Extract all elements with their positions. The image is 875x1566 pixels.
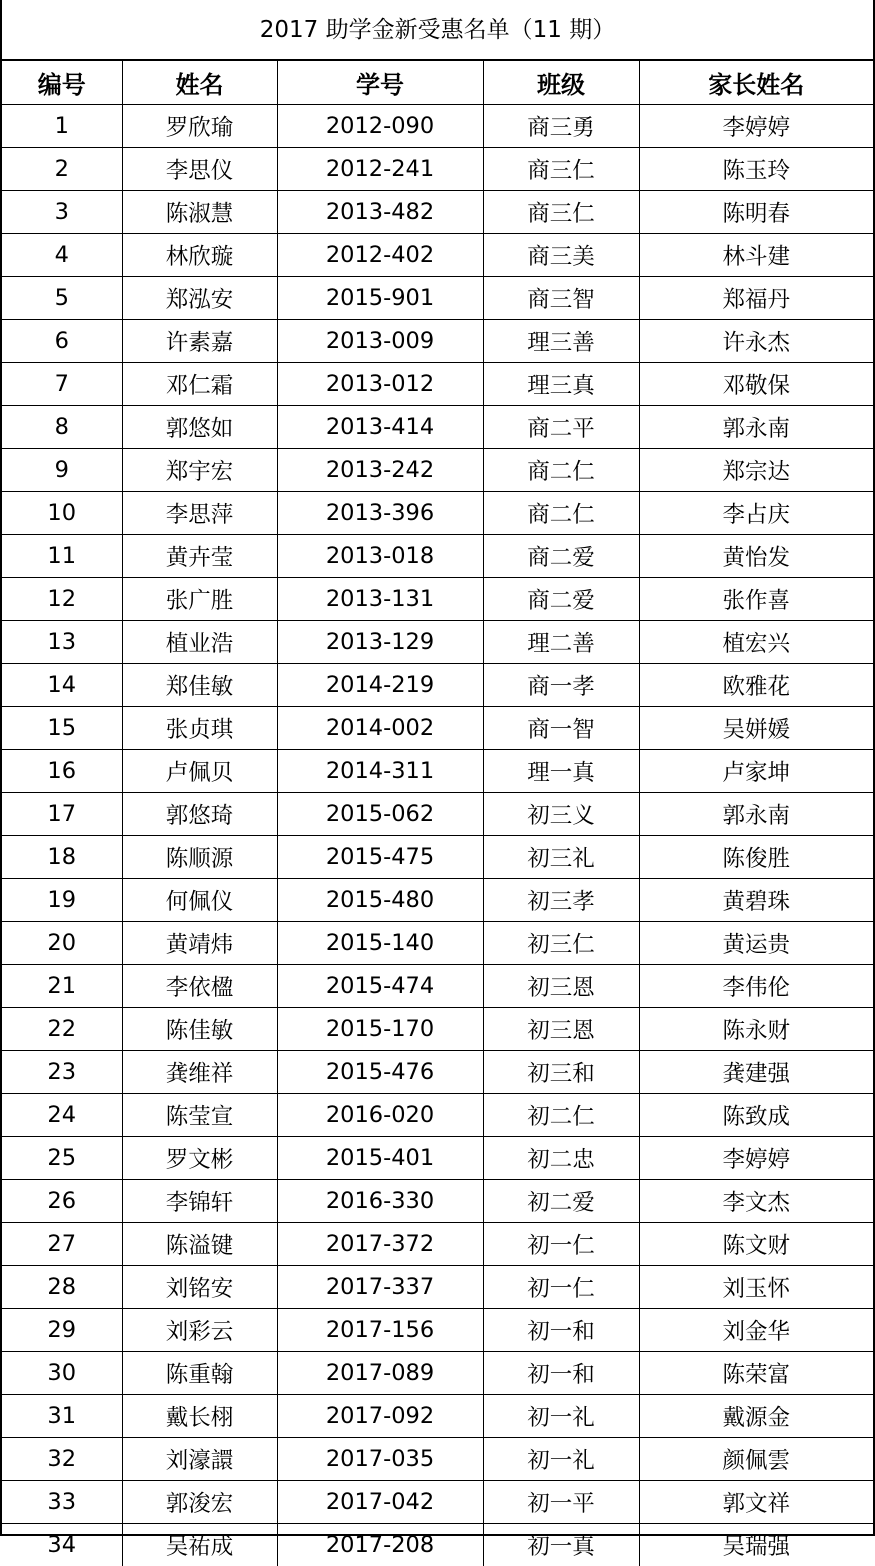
list-title: 2017 助学金新受惠名单（11 期）: [2, 0, 873, 61]
table-row: [2, 1094, 873, 1137]
cell-number: 25: [2, 1137, 122, 1180]
cell-student-id: 2017-089: [277, 1352, 483, 1395]
cell-class: 商三仁: [483, 191, 639, 234]
cell-parent-name: 郑宗达: [639, 449, 873, 492]
table-row: [2, 1309, 873, 1352]
cell-parent-name: 戴源金: [639, 1395, 873, 1438]
cell-number: 30: [2, 1352, 122, 1395]
cell-student-id: 2013-414: [277, 406, 483, 449]
cell-class: 理一真: [483, 750, 639, 793]
cell-parent-name: 欧雅花: [639, 664, 873, 707]
cell-student-id: 2013-482: [277, 191, 483, 234]
cell-parent-name: 龚建强: [639, 1051, 873, 1094]
cell-name: 李依楹: [122, 965, 277, 1008]
cell-class: 初三恩: [483, 1008, 639, 1051]
cell-class: 初三和: [483, 1051, 639, 1094]
cell-parent-name: 陈荣富: [639, 1352, 873, 1395]
cell-class: 商一智: [483, 707, 639, 750]
cell-student-id: 2015-474: [277, 965, 483, 1008]
cell-number: 1: [2, 105, 122, 148]
cell-class: 商一孝: [483, 664, 639, 707]
cell-number: 26: [2, 1180, 122, 1223]
cell-parent-name: 刘玉怀: [639, 1266, 873, 1309]
table-row: [2, 1051, 873, 1094]
cell-number: 7: [2, 363, 122, 406]
table-row: [2, 578, 873, 621]
cell-class: 初三恩: [483, 965, 639, 1008]
cell-name: 龚维祥: [122, 1051, 277, 1094]
cell-number: 32: [2, 1438, 122, 1481]
cell-number: 15: [2, 707, 122, 750]
cell-name: 陈重翰: [122, 1352, 277, 1395]
cell-class: 初一仁: [483, 1266, 639, 1309]
cell-student-id: 2015-480: [277, 879, 483, 922]
table-row: [2, 1481, 873, 1524]
table-row: [2, 1137, 873, 1180]
cell-name: 张广胜: [122, 578, 277, 621]
cell-parent-name: 林斗建: [639, 234, 873, 277]
cell-number: 10: [2, 492, 122, 535]
cell-parent-name: 陈明春: [639, 191, 873, 234]
cell-parent-name: 陈永财: [639, 1008, 873, 1051]
cell-student-id: 2017-042: [277, 1481, 483, 1524]
header-student-id: 学号: [277, 61, 483, 105]
cell-number: 12: [2, 578, 122, 621]
cell-student-id: 2012-402: [277, 234, 483, 277]
cell-class: 商二仁: [483, 492, 639, 535]
cell-class: 初三义: [483, 793, 639, 836]
cell-name: 许素嘉: [122, 320, 277, 363]
table-row: [2, 621, 873, 664]
cell-student-id: 2017-208: [277, 1524, 483, 1566]
cell-student-id: 2015-476: [277, 1051, 483, 1094]
cell-parent-name: 陈文财: [639, 1223, 873, 1266]
cell-number: 9: [2, 449, 122, 492]
cell-parent-name: 许永杰: [639, 320, 873, 363]
cell-number: 20: [2, 922, 122, 965]
cell-name: 黄卉莹: [122, 535, 277, 578]
cell-name: 刘彩云: [122, 1309, 277, 1352]
cell-name: 戴长栩: [122, 1395, 277, 1438]
cell-parent-name: 张作喜: [639, 578, 873, 621]
cell-number: 3: [2, 191, 122, 234]
table-row: [2, 492, 873, 535]
cell-student-id: 2015-170: [277, 1008, 483, 1051]
cell-name: 吴祐成: [122, 1524, 277, 1566]
table-row: [2, 879, 873, 922]
cell-number: 5: [2, 277, 122, 320]
cell-student-id: 2015-475: [277, 836, 483, 879]
table-row: [2, 793, 873, 836]
table-row: [2, 750, 873, 793]
cell-class: 商二平: [483, 406, 639, 449]
cell-class: 初三孝: [483, 879, 639, 922]
header-parent-name: 家长姓名: [639, 61, 873, 105]
table-row: [2, 406, 873, 449]
cell-name: 郑宇宏: [122, 449, 277, 492]
cell-name: 林欣璇: [122, 234, 277, 277]
cell-parent-name: 黄怡发: [639, 535, 873, 578]
cell-student-id: 2015-062: [277, 793, 483, 836]
cell-student-id: 2013-396: [277, 492, 483, 535]
table-row: [2, 363, 873, 406]
cell-name: 黄靖炜: [122, 922, 277, 965]
table-row: [2, 1395, 873, 1438]
cell-name: 植业浩: [122, 621, 277, 664]
cell-student-id: 2017-156: [277, 1309, 483, 1352]
cell-student-id: 2012-090: [277, 105, 483, 148]
cell-class: 理三真: [483, 363, 639, 406]
cell-class: 初一和: [483, 1352, 639, 1395]
cell-student-id: 2014-219: [277, 664, 483, 707]
cell-number: 2: [2, 148, 122, 191]
cell-name: 张贞琪: [122, 707, 277, 750]
cell-student-id: 2017-092: [277, 1395, 483, 1438]
cell-name: 郑泓安: [122, 277, 277, 320]
table-row: [2, 148, 873, 191]
cell-parent-name: 颜佩雲: [639, 1438, 873, 1481]
table-row: [2, 191, 873, 234]
table-row: [2, 105, 873, 148]
cell-name: 陈淑慧: [122, 191, 277, 234]
cell-parent-name: 陈致成: [639, 1094, 873, 1137]
cell-parent-name: 郭文祥: [639, 1481, 873, 1524]
cell-name: 郭悠如: [122, 406, 277, 449]
cell-number: 22: [2, 1008, 122, 1051]
cell-class: 初二忠: [483, 1137, 639, 1180]
table-row: [2, 1266, 873, 1309]
cell-student-id: 2017-337: [277, 1266, 483, 1309]
cell-number: 31: [2, 1395, 122, 1438]
cell-name: 陈佳敏: [122, 1008, 277, 1051]
cell-parent-name: 卢家坤: [639, 750, 873, 793]
cell-name: 邓仁霜: [122, 363, 277, 406]
cell-student-id: 2016-330: [277, 1180, 483, 1223]
table-row: [2, 535, 873, 578]
cell-parent-name: 黄运贵: [639, 922, 873, 965]
cell-student-id: 2013-018: [277, 535, 483, 578]
cell-name: 刘濠譞: [122, 1438, 277, 1481]
cell-parent-name: 陈玉玲: [639, 148, 873, 191]
cell-student-id: 2017-372: [277, 1223, 483, 1266]
table-row: [2, 320, 873, 363]
recipient-table: [2, 61, 873, 1566]
cell-class: 初一仁: [483, 1223, 639, 1266]
cell-student-id: 2013-012: [277, 363, 483, 406]
table-row: [2, 1524, 873, 1566]
cell-class: 初二爱: [483, 1180, 639, 1223]
table-row: [2, 449, 873, 492]
cell-student-id: 2015-140: [277, 922, 483, 965]
cell-class: 初一真: [483, 1524, 639, 1566]
cell-student-id: 2013-129: [277, 621, 483, 664]
table-row: [2, 707, 873, 750]
cell-student-id: 2013-242: [277, 449, 483, 492]
header-class: 班级: [483, 61, 639, 105]
cell-class: 初一平: [483, 1481, 639, 1524]
cell-parent-name: 陈俊胜: [639, 836, 873, 879]
cell-number: 21: [2, 965, 122, 1008]
cell-name: 李锦轩: [122, 1180, 277, 1223]
cell-parent-name: 植宏兴: [639, 621, 873, 664]
table-row: [2, 836, 873, 879]
cell-name: 李思萍: [122, 492, 277, 535]
table-header-row: [2, 61, 873, 105]
cell-class: 商二仁: [483, 449, 639, 492]
cell-class: 商二爱: [483, 535, 639, 578]
cell-parent-name: 郭永南: [639, 406, 873, 449]
cell-number: 18: [2, 836, 122, 879]
table-row: [2, 277, 873, 320]
table-row: [2, 664, 873, 707]
cell-class: 理三善: [483, 320, 639, 363]
table-row: [2, 1008, 873, 1051]
cell-number: 19: [2, 879, 122, 922]
cell-parent-name: 郑福丹: [639, 277, 873, 320]
cell-number: 29: [2, 1309, 122, 1352]
cell-parent-name: 黄碧珠: [639, 879, 873, 922]
cell-parent-name: 李婷婷: [639, 105, 873, 148]
cell-student-id: 2014-002: [277, 707, 483, 750]
cell-parent-name: 李伟伦: [639, 965, 873, 1008]
cell-number: 13: [2, 621, 122, 664]
cell-name: 刘铭安: [122, 1266, 277, 1309]
cell-class: 商三智: [483, 277, 639, 320]
cell-student-id: 2015-401: [277, 1137, 483, 1180]
cell-class: 商三美: [483, 234, 639, 277]
table-row: [2, 1438, 873, 1481]
cell-parent-name: 吴瑞强: [639, 1524, 873, 1566]
cell-name: 陈顺源: [122, 836, 277, 879]
cell-name: 陈莹宣: [122, 1094, 277, 1137]
cell-student-id: 2016-020: [277, 1094, 483, 1137]
table-row: [2, 922, 873, 965]
cell-class: 理二善: [483, 621, 639, 664]
cell-class: 初三仁: [483, 922, 639, 965]
cell-student-id: 2014-311: [277, 750, 483, 793]
cell-parent-name: 郭永南: [639, 793, 873, 836]
cell-name: 罗文彬: [122, 1137, 277, 1180]
cell-number: 28: [2, 1266, 122, 1309]
cell-name: 李思仪: [122, 148, 277, 191]
cell-name: 郭浚宏: [122, 1481, 277, 1524]
cell-number: 27: [2, 1223, 122, 1266]
cell-number: 23: [2, 1051, 122, 1094]
cell-name: 罗欣瑜: [122, 105, 277, 148]
cell-number: 4: [2, 234, 122, 277]
cell-class: 初一礼: [483, 1438, 639, 1481]
cell-class: 初二仁: [483, 1094, 639, 1137]
cell-class: 商三仁: [483, 148, 639, 191]
table-row: [2, 1180, 873, 1223]
table-row: [2, 1352, 873, 1395]
table-row: [2, 234, 873, 277]
cell-number: 6: [2, 320, 122, 363]
cell-parent-name: 邓敬保: [639, 363, 873, 406]
table-row: [2, 1223, 873, 1266]
cell-class: 初一和: [483, 1309, 639, 1352]
cell-number: 33: [2, 1481, 122, 1524]
cell-name: 陈溢键: [122, 1223, 277, 1266]
cell-parent-name: 李文杰: [639, 1180, 873, 1223]
cell-name: 郭悠琦: [122, 793, 277, 836]
cell-parent-name: 吴姘媛: [639, 707, 873, 750]
table-row: [2, 965, 873, 1008]
cell-student-id: 2015-901: [277, 277, 483, 320]
cell-number: 8: [2, 406, 122, 449]
cell-student-id: 2013-131: [277, 578, 483, 621]
header-name: 姓名: [122, 61, 277, 105]
cell-number: 34: [2, 1524, 122, 1566]
header-number: 编号: [2, 61, 122, 105]
cell-parent-name: 李占庆: [639, 492, 873, 535]
cell-name: 郑佳敏: [122, 664, 277, 707]
cell-class: 商三勇: [483, 105, 639, 148]
cell-parent-name: 刘金华: [639, 1309, 873, 1352]
cell-class: 商二爱: [483, 578, 639, 621]
cell-student-id: 2013-009: [277, 320, 483, 363]
cell-name: 卢佩贝: [122, 750, 277, 793]
cell-number: 17: [2, 793, 122, 836]
cell-student-id: 2012-241: [277, 148, 483, 191]
cell-name: 何佩仪: [122, 879, 277, 922]
cell-number: 11: [2, 535, 122, 578]
cell-number: 16: [2, 750, 122, 793]
cell-number: 24: [2, 1094, 122, 1137]
cell-class: 初三礼: [483, 836, 639, 879]
cell-number: 14: [2, 664, 122, 707]
cell-class: 初一礼: [483, 1395, 639, 1438]
cell-student-id: 2017-035: [277, 1438, 483, 1481]
cell-parent-name: 李婷婷: [639, 1137, 873, 1180]
